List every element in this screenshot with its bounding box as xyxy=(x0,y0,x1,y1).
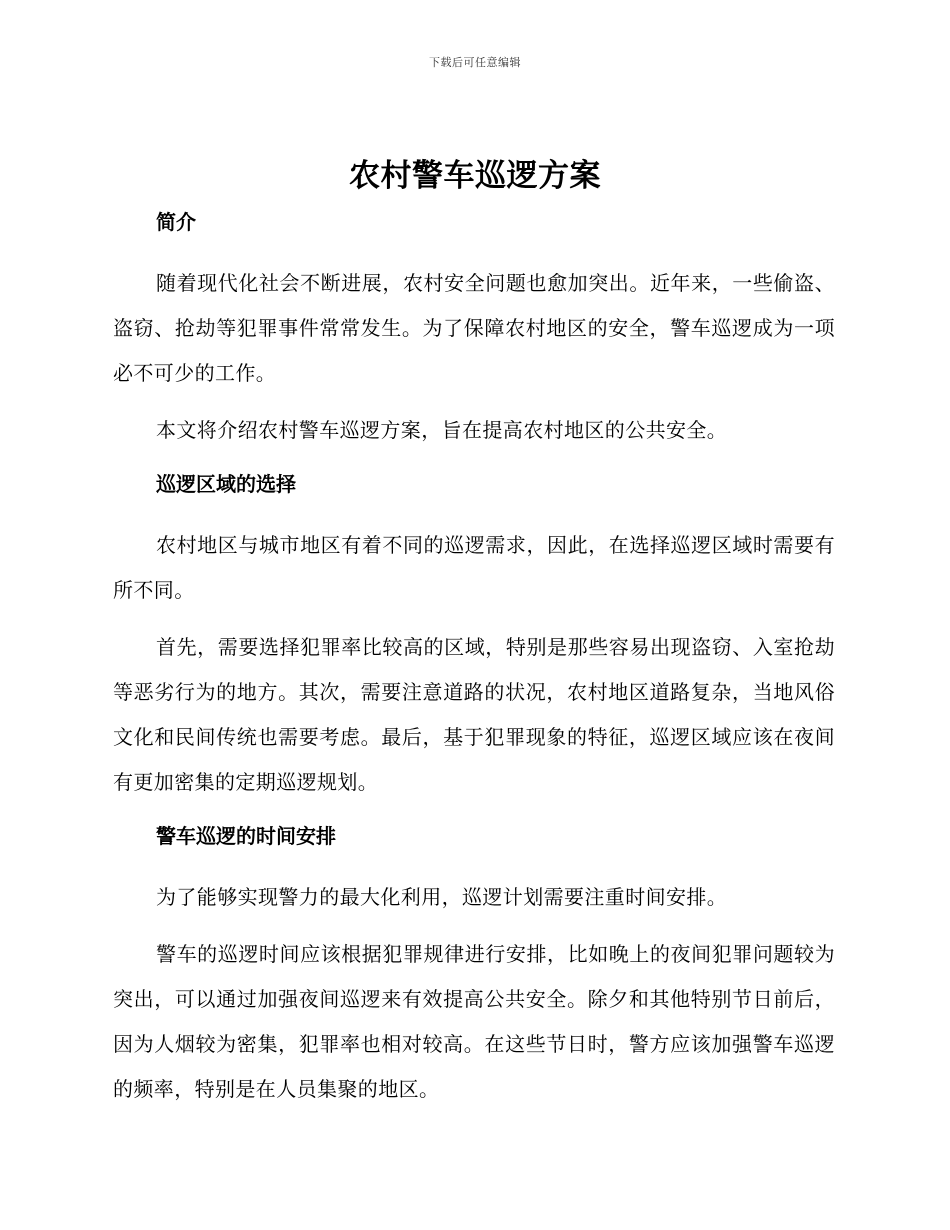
paragraph: 首先，需要选择犯罪率比较高的区域，特别是那些容易出现盗窃、入室抢劫等恶劣行为的地方。其次，需要注意道路的状况，农村地区道路复杂，当地风俗文化和民间传统也需要考虑。最后，基于犯罪现象的特征，巡逻区域应该在夜间有更加密集的定期巡逻规划。 xyxy=(113,635,835,794)
paragraph: 警车的巡逻时间应该根据犯罪规律进行安排，比如晚上的夜间犯罪问题较为突出，可以通过加强夜间巡逻来有效提高公共安全。除夕和其他特别节日前后，因为人烟较为密集，犯罪率也相对较高。在这些节日时，警方应该加强警车巡逻的频率，特别是在人员集聚的地区。 xyxy=(113,942,835,1101)
document-title: 农村警车巡逻方案 xyxy=(349,158,601,194)
paragraph: 农村地区与城市地区有着不同的巡逻需求，因此，在选择巡逻区域时需要有所不同。 xyxy=(113,533,835,602)
paragraph: 为了能够实现警力的最大化利用，巡逻计划需要注重时间安排。 xyxy=(156,885,728,909)
section-heading-area: 巡逻区域的选择 xyxy=(156,472,296,496)
paragraph: 本文将介绍农村警车巡逻方案，旨在提高农村地区的公共安全。 xyxy=(156,418,728,442)
document-body xyxy=(113,203,835,1112)
paragraph: 随着现代化社会不断进展，农村安全问题也愈加突出。近年来，一些偷盗、盗窃、抢劫等犯罪事件常常发生。为了保障农村地区的安全，警车巡逻成为一项必不可少的工作。 xyxy=(113,271,835,385)
section-heading-schedule: 警车巡逻的时间安排 xyxy=(156,824,336,848)
header-note: 下载后可任意编辑 xyxy=(429,56,521,69)
section-heading-intro: 简介 xyxy=(156,210,196,234)
